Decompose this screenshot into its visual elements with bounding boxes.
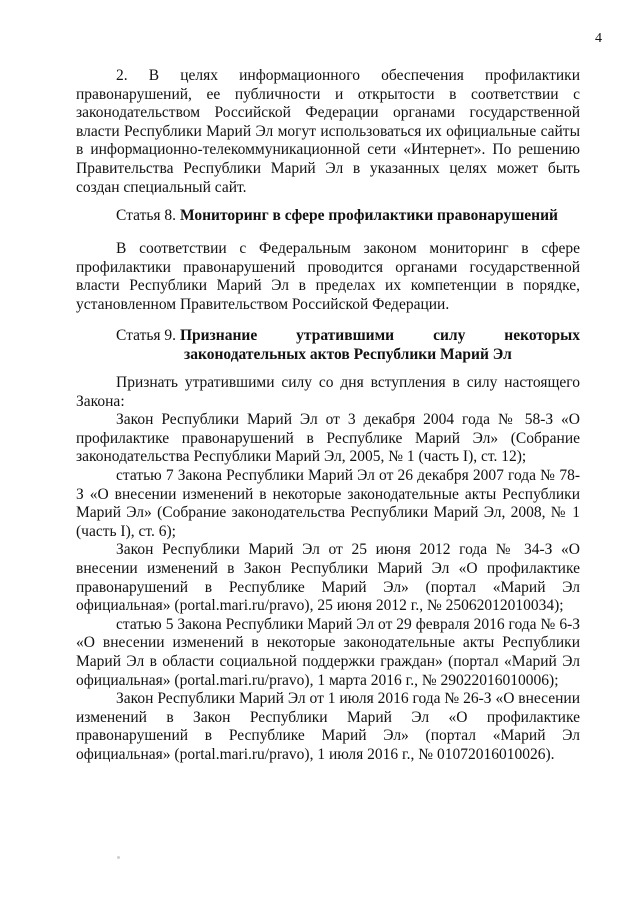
article-9-item-4: статью 5 Закона Республики Марий Эл от 29 февраля 2016 года № 6-З «О внесении изменений в некоторые законодательные акты Республики Марий Эл в области социальной поддержки граждан» (портал «Марий Эл официальная» (portal.mari.ru/pravo), 1 марта 2016 г., № 29022016010006);: [76, 615, 580, 689]
article-9-heading-line-1: [116, 327, 580, 346]
article-9-item-3: Закон Республики Марий Эл от 25 июня 2012 года № 34-З «О внесении изменений в Закон Республики Марий Эл «О профилактике правонарушений в Республике Марий Эл» (портал «Марий Эл официальная» (portal.mari.ru/pravo), 25 июня 2012 г., № 25062012010034);: [76, 541, 580, 615]
article-9-body: [76, 374, 580, 764]
article-9-label-and-first-word: [116, 327, 257, 346]
article-8-text: В соответствии с Федеральным законом мониторинг в сфере профилактики правонарушений проводится органами государственной власти Республики Марий Эл в пределах их компетенции в порядке, установленном Правительством Российской Федерации.: [76, 240, 580, 313]
article-9-item-2: статью 7 Закона Республики Марий Эл от 26 декабря 2007 года № 78-З «О внесении изменений в некоторые законодательные акты Республики Марий Эл» (Собрание законодательства Республики Марий Эл, 2008, № 1 (часть I), ст. 6);: [76, 466, 580, 540]
article-9-item-5: Закон Республики Марий Эл от 1 июля 2016 года № 26-З «О внесении изменений в Закон Республики Марий Эл «О профилактике правонарушений в Республике Марий Эл» (портал «Марий Эл официальная» (portal.mari.ru/pravo), 1 июля 2016 г., № 01072016010026).: [76, 690, 580, 763]
article-9-heading-line-2: законодательных актов Республики Марий Эл: [184, 345, 512, 363]
article-9-title-word-1: Признание: [179, 327, 258, 344]
article-8-heading: [116, 207, 596, 226]
article-8-label: Статья 8.: [116, 207, 177, 224]
page-number: 4: [595, 31, 602, 46]
article-8-body: [76, 240, 580, 314]
paragraph-2: 2. В целях информационного обеспечения профилактики правонарушений, ее публичности и открытости в соответствии с законодательством Российской Федерации органами государственной власти Республики Марий Эл могут использоваться их официальные сайты в информационно-телекоммуникационной сети «Интернет». По решению Правительства Республики Марий Эл в указанных целях может быть создан специальный сайт.: [76, 67, 580, 196]
article-9-title-word-3: силу: [433, 327, 466, 344]
scan-speck: [117, 856, 120, 859]
article-9-title-word-2: утратившими: [296, 327, 395, 344]
article-9-item-1: Закон Республики Марий Эл от 3 декабря 2004 года № 58-З «О профилактике правонарушений в Республике Марий Эл» (Собрание законодательства Республики Марий Эл, 2005, № 1 (часть I), ст. 12);: [76, 411, 580, 466]
article-9-label: Статья 9.: [116, 327, 177, 344]
article-8-title: Мониторинг в сфере профилактики правонарушений: [179, 207, 558, 224]
article-9-title-word-4: некоторых: [504, 327, 580, 344]
article-9-heading: [116, 327, 580, 364]
paragraph-2-block: [76, 67, 580, 197]
article-9-intro: Признать утратившими силу со дня вступления в силу настоящего Закона:: [76, 374, 580, 410]
